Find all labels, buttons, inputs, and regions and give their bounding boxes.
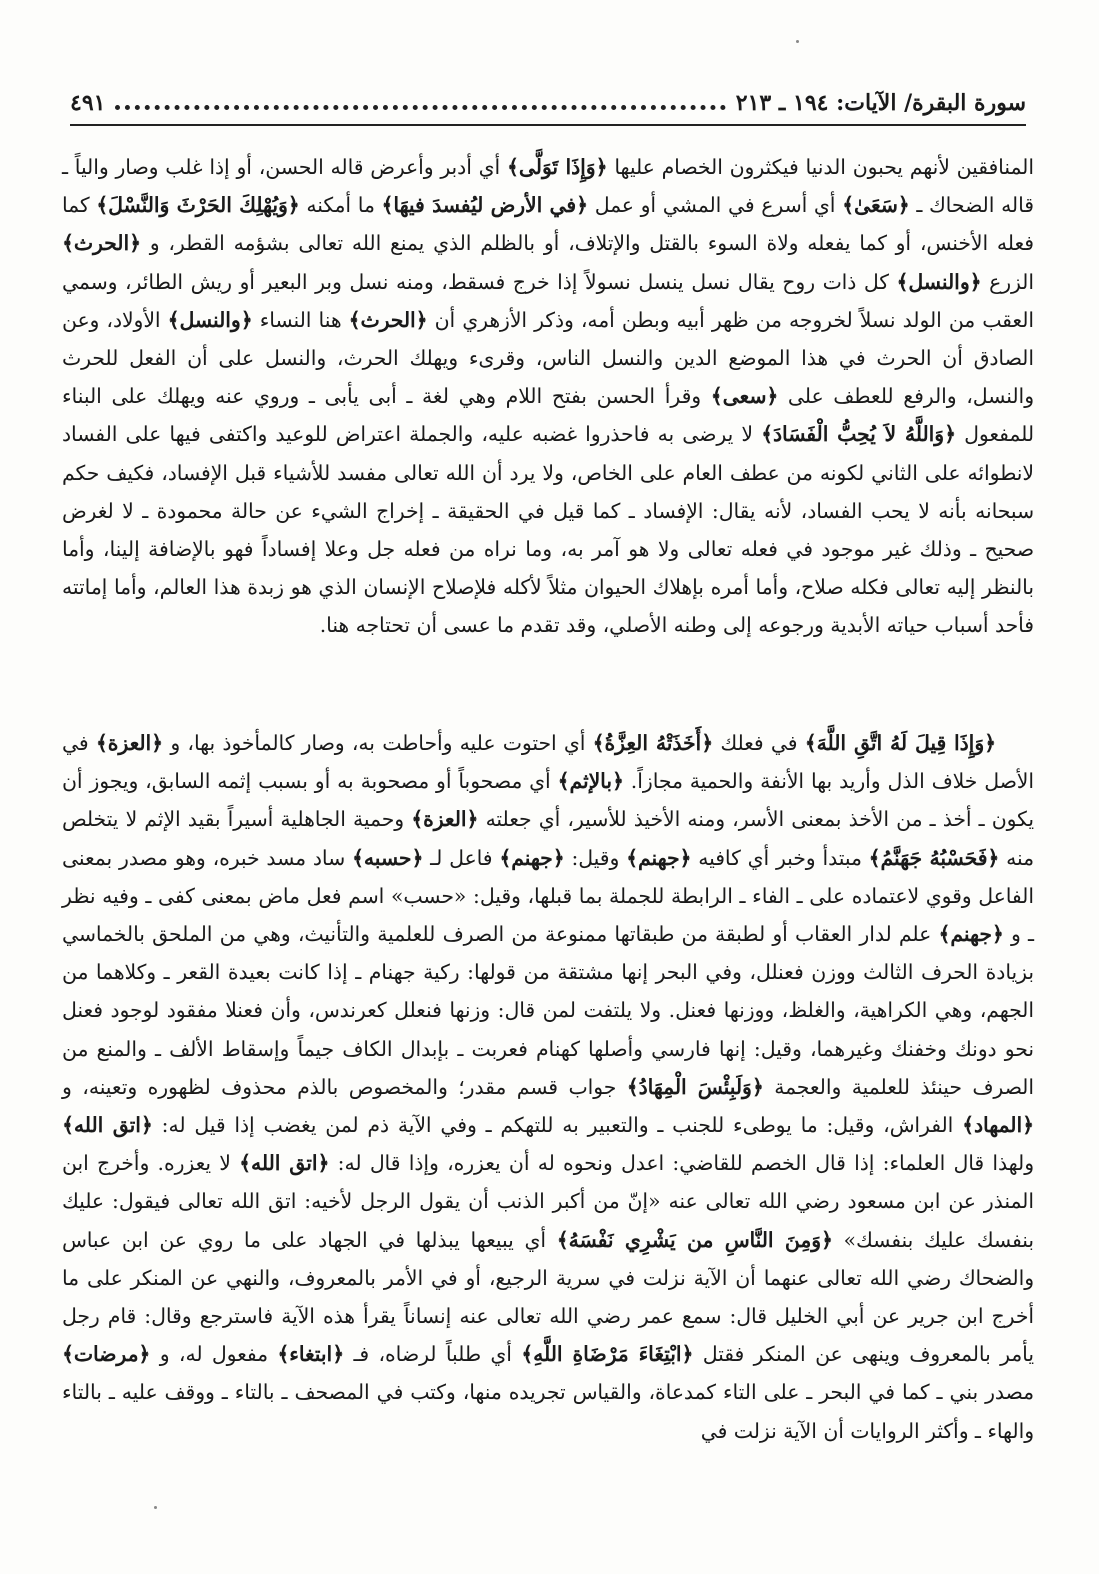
paragraph-text: ﴿وَإِذَا قِيلَ لَهُ اتَّقِ اللَّهَ﴾ في فعلك ﴿أَخَذَتْهُ العِزَّةُ﴾ أي احتوت عليه وأحاطت به، وصار كالمأخوذ بها، و ﴿العزة﴾ في الأصل خلاف الذل وأريد بها الأنفة والحمية مجازاً. ﴿بالإثم﴾ أي مصحوباً أو مصحوبة به أو بسبب إثمه السابق، ويجوز أن يكون ـ أخذ ـ من الأخذ بمعنى الأسر، ومنه الأخيذ للأسير، أي جعلته ﴿العزة﴾ وحمية الجاهلية أسيراً بقيد الإثم لا يتخلص منه ﴿فَحَسْبُهُ جَهَنَّمُ﴾ مبتدأ وخبر أي كافيه ﴿جهنم﴾ وقيل: ﴿جهنم﴾ فاعل لـ ﴿حسبه﴾ ساد مسد خبره، وهو مصدر بمعنى الفاعل وقوي لاعتماده على ـ الفاء ـ الرابطة للجملة بما قبلها، وقيل: «حسب» اسم فعل ماض بمعنى كفى ـ وفيه نظر ـ و ﴿جهنم﴾ علم لدار العقاب أو لطبقة من طبقاتها ممنوعة من الصرف للعلمية والتأنيث، وهي من الملحق بالخماسي بزيادة الحرف الثالث ووزن فعنلل، وفي البحر إنها مشتقة من قولها: ركية جهنام ـ إذا كانت بعيدة القعر ـ وكلاهما من الجهم، وهي الكراهية، والغلظ، ووزنها فعنل. ولا يلتفت لمن قال: وزنها فنعلل كعرندس، وأن فعنلا مفقود لوجود فعنل نحو دونك وخفنك وغيرهما، وقيل: إنها فارسي وأصلها كهنام فعربت ـ بإبدال الكاف جيماً وإسقاط الألف ـ والمنع من الصرف حينئذ للعلمية والعجمة ﴿وَلَبِئْسَ الْمِهَادُ﴾ جواب قسم مقدر؛ والمخصوص بالذم محذوف لظهوره وتعينه، و ﴿المهاد﴾ الفراش، وقيل: ما يوطىء للجنب ـ والتعبير به للتهكم ـ وفي الآية ذم لمن يغضب إذا قيل له: ﴿اتق الله﴾ ولهذا قال العلماء: إذا قال الخصم للقاضي: اعدل ونحوه له أن يعزره، وإذا قال له: ﴿اتق الله﴾ لا يعزره. وأخرج ابن المنذر عن ابن مسعود رضي الله تعالى عنه «إنّ من أكبر الذنب أن يقول الرجل لأخيه: اتق الله تعالى فيقول: عليك بنفسك عليك بنفسك» ﴿وَمِنَ النَّاسِ من يَشْرِي نَفْسَهُ﴾ أي يبيعها يبذلها في الجهاد على ما روي عن ابن عباس والضحاك رضي الله تعالى عنهما أن الآية نزلت في سرية الرجيع، أو في الأمر بالمعروف، والنهي عن المنكر على ما أخرج ابن جرير عن أبي الخليل قال: سمع عمر رضي الله تعالى عنه إنساناً يقرأ هذه الآية فاسترجع وقال: قام رجل يأمر بالمعروف وينهى عن المنكر فقتل ﴿ابْتِغَاءَ مَرْضَاةِ اللَّهِ﴾ أي طلباً لرضاه، فـ ﴿ابتغاء﴾ مفعول له، و ﴿مرضات﴾ مصدر بني ـ كما في البحر ـ على التاء كمدعاة، والقياس تجريده منها، وكتب في المصحف ـ بالتاء ـ ووقف عليه ـ بالتاء والهاء ـ وأكثر الروايات أن الآية نزلت في bbox=[62, 731, 1035, 1443]
quran-quote: ﴿مرضات﴾ bbox=[62, 1342, 151, 1367]
quran-quote: ﴿وَيُهْلِكَ الحَرْثَ وَالنَّسْلَ﴾ bbox=[96, 193, 300, 218]
header-rule bbox=[70, 124, 1026, 126]
quran-quote: ﴿سَعَىٰ﴾ bbox=[842, 193, 910, 218]
quran-quote: ﴿وَإِذَا قِيلَ لَهُ اتَّقِ اللَّهَ﴾ bbox=[804, 731, 996, 755]
paragraph-text: المنافقين لأنهم يحبون الدنيا فيكثرون الخصام عليها ﴿وَإِذَا تَوَلَّى﴾ أي أدبر وأعرض قاله الحسن، أو إذا غلب وصار والياً ـ قاله الضحاك ـ ﴿سَعَىٰ﴾ أي أسرع في المشي أو عمل ﴿في الأرض ليُفسدَ فيهَا﴾ ما أمكنه ﴿وَيُهْلِكَ الحَرْثَ وَالنَّسْلَ﴾ كما فعله الأخنس، أو كما يفعله ولاة السوء بالقتل والإتلاف، أو بالظلم الذي يمنع الله تعالى بشؤمه القطر، و ﴿الحرث﴾ الزرع ﴿والنسل﴾ كل ذات روح يقال نسل ينسل نسولاً إذا خرج فسقط، ومنه نسل وبر البعير أو ريش الطائر، وسمي العقب من الولد نسلاً لخروجه من ظهر أبيه وبطن أمه، وذكر الأزهري أن ﴿الحرث﴾ هنا النساء ﴿والنسل﴾ الأولاد، وعن الصادق أن الحرث في هذا الموضع الدين والنسل الناس، وقرىء ويهلك الحرث، والنسل على أن الفعل للحرث والنسل، والرفع للعطف على ﴿سعى﴾ وقرأ الحسن بفتح اللام وهي لغة ـ أبى يأبى ـ وروي عنه ويهلك على البناء للمفعول ﴿وَاللَّهُ لاَ يُحِبُّ الْفَسَادَ﴾ لا يرضى به فاحذروا غضبه عليه، والجملة اعتراض للوعيد واكتفى فيها على الفساد لانطوائه على الثاني لكونه من عطف العام على الخاص، ولا يرد أن الله تعالى مفسد للأشياء قبل الإفساد، فكيف حكم سبحانه بأنه لا يحب الفساد، لأنه يقال: الإفساد ـ كما قيل في الحقيقة ـ إخراج الشيء عن حالة محمودة ـ لا لغرض صحيح ـ وذلك غير موجود في فعله تعالى ولا هو آمر به، وما نراه من فعله جل وعلا إفساداً فهو بالإضافة إلينا، وأما بالنظر إليه تعالى فكله صلاح، وأما أمره بإهلاك الحيوان مثلاً لأكله فلإصلاح الإنسان الذي هو زبدة هذا العالم، وأما إماتته فأحد أسباب حياته الأبدية ورجوعه إلى وطنه الأصلي، وقد تقدم ما عسى أن تحتاجه هنا. bbox=[62, 155, 1035, 638]
quran-quote: ﴿حسبه﴾ bbox=[351, 845, 424, 870]
quran-quote: ﴿الحرث﴾ bbox=[62, 231, 141, 256]
commentary-paragraph-1 bbox=[62, 148, 1034, 645]
quran-quote: ﴿ابْتِغَاءَ مَرْضَاةِ اللَّهِ﴾ bbox=[521, 1342, 694, 1367]
quran-quote: ﴿جهنم﴾ bbox=[499, 845, 565, 870]
quran-quote: ﴿المهاد﴾ bbox=[962, 1113, 1034, 1138]
quran-quote: ﴿وَلَبِئْسَ الْمِهَادُ﴾ bbox=[626, 1074, 764, 1099]
quran-quote: ﴿أَخَذَتْهُ العِزَّةُ﴾ bbox=[592, 731, 714, 755]
quran-quote: ﴿وَإِذَا تَوَلَّى﴾ bbox=[506, 155, 608, 179]
quran-quote: ﴿اتق الله﴾ bbox=[62, 1113, 153, 1138]
quran-quote: ﴿العزة﴾ bbox=[95, 731, 164, 755]
quran-quote: ﴿جهنم﴾ bbox=[938, 922, 1004, 947]
quran-quote: ﴿في الأرض ليُفسدَ فيهَا﴾ bbox=[381, 193, 589, 218]
header-dot-leader bbox=[115, 105, 725, 110]
quran-quote: ﴿وَمِنَ النَّاسِ من يَشْرِي نَفْسَهُ﴾ bbox=[556, 1227, 833, 1252]
quran-quote: ﴿سعى﴾ bbox=[710, 384, 779, 409]
quran-quote: ﴿والنسل﴾ bbox=[167, 307, 253, 332]
scan-speck bbox=[154, 1506, 157, 1509]
commentary-paragraph-2 bbox=[62, 724, 1034, 1450]
quran-quote: ﴿فَحَسْبُهُ جَهَنَّمُ﴾ bbox=[868, 845, 1000, 870]
running-title: سورة البقرة/ الآيات: ١٩٤ ـ ٢١٣ bbox=[735, 90, 1026, 116]
quran-quote: ﴿جهنم﴾ bbox=[626, 845, 692, 870]
quran-quote: ﴿والنسل﴾ bbox=[896, 269, 982, 294]
quran-quote: ﴿اتق الله﴾ bbox=[239, 1151, 330, 1176]
scan-speck bbox=[796, 40, 799, 43]
quran-quote: ﴿وَاللَّهُ لاَ يُحِبُّ الْفَسَادَ﴾ bbox=[761, 422, 956, 447]
page-header bbox=[70, 78, 1026, 120]
quran-quote: ﴿الحرث﴾ bbox=[348, 307, 428, 332]
quran-quote: ﴿ابتغاء﴾ bbox=[277, 1342, 345, 1367]
page-number: ٤٩١ bbox=[70, 90, 106, 116]
quran-quote: ﴿بالإثم﴾ bbox=[557, 769, 624, 794]
quran-quote: ﴿العزة﴾ bbox=[411, 807, 479, 832]
